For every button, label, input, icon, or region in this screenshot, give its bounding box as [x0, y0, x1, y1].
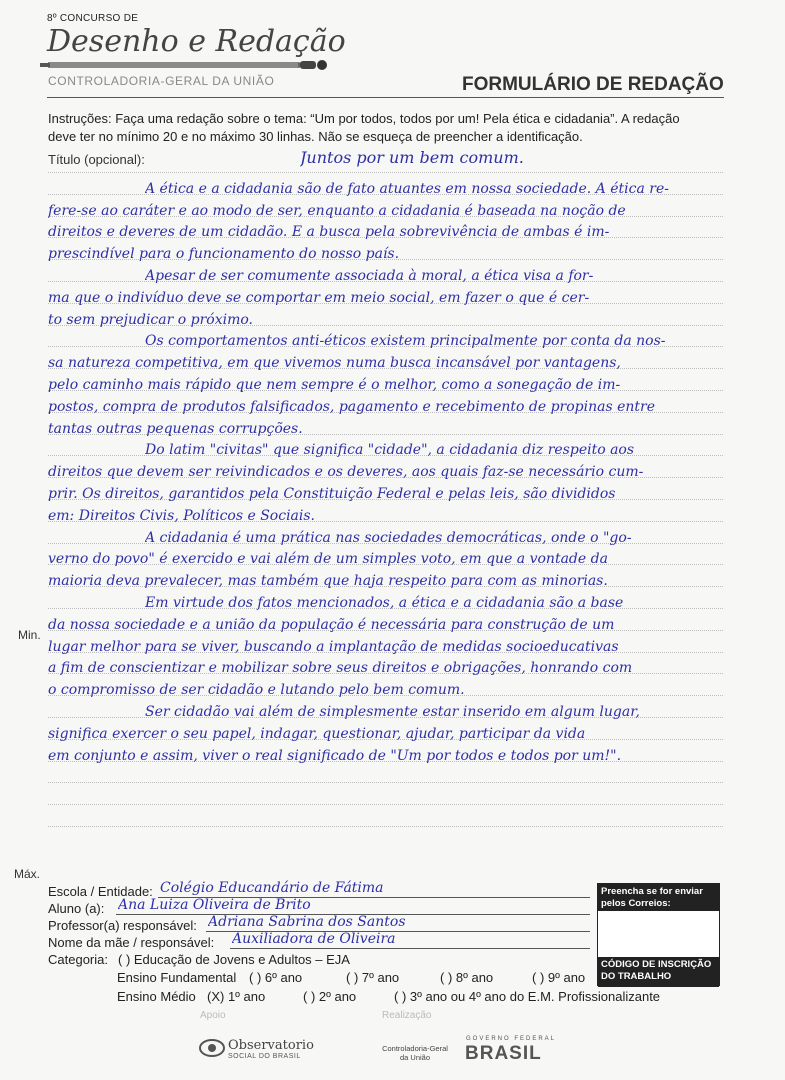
fundamental-9-checkbox[interactable]: ( ) 9º ano [532, 970, 586, 985]
instructions-line-2: deve ter no mínimo 20 e no máximo 30 linhas. Não se esqueça de preencher a identificação. [48, 129, 583, 144]
contest-edition: 8º CONCURSO DE [47, 13, 139, 24]
contest-logo-title: Desenho e Redação [47, 24, 346, 59]
fundamental-8-checkbox[interactable]: ( ) 8º ano [440, 970, 494, 985]
fundamental-7-checkbox[interactable]: ( ) 7º ano [346, 970, 400, 985]
student-label: Aluno (a): [48, 901, 105, 916]
teacher-value[interactable]: Adriana Sabrina dos Santos [208, 914, 406, 930]
ruled-line [48, 172, 723, 173]
essay-line: ma que o indivíduo deve se comportar em meio social, em fazer o que é cer- [48, 289, 590, 306]
essay-line: Apesar de ser comumente associada à moral, a ética visa a for- [145, 268, 594, 284]
header-divider [47, 97, 724, 98]
title-value[interactable]: Juntos por um bem comum. [300, 148, 524, 167]
essay-line: direitos e deveres de um cidadão. E a busca pela sobrevivência de ambas é im- [48, 224, 610, 241]
essay-line: pelo caminho mais rápido que nem sempre é o melhor, como a sonegação de im- [48, 377, 621, 393]
essay-line: to sem prejudicar o próximo. [48, 311, 254, 328]
mail-box [597, 883, 720, 986]
student-value[interactable]: Ana Luiza Oliveira de Brito [118, 897, 311, 913]
medio-3-checkbox[interactable]: ( ) 3º ano ou 4º ano do E.M. Profissionalizante [394, 989, 661, 1004]
essay-line: em conjunto e assim, viver o real significado de "Um por todos e todos por um!". [48, 747, 622, 764]
essay-line: maioria deva prevalecer, mas também que haja respeito para com as minorias. [48, 573, 608, 590]
mail-box-header: Preencha se for enviar pelos Correios: [598, 884, 719, 911]
essay-line: verno do povo" é exercido e vai além de um simples voto, em que a vontade da [48, 551, 608, 568]
category-label: Categoria: [48, 952, 108, 967]
essay-line: Do latim "civitas" que significa "cidade", a cidadania diz respeito aos [145, 442, 635, 459]
mother-value[interactable]: Auxiliadora de Oliveira [232, 931, 396, 947]
essay-line: Ser cidadão vai além de simplesmente estar inserido em algum lugar, [145, 704, 640, 720]
essay-line: sa natureza competitiva, em que vivemos numa busca incansável por vantagens, [48, 355, 621, 372]
teacher-label: Professor(a) responsável: [48, 918, 197, 933]
ruled-line [48, 782, 723, 783]
essay-line: Em virtude dos fatos mencionados, a ética e a cidadania são a base [145, 595, 624, 611]
essay-line: significa exercer o seu papel, indagar, questionar, ajudar, participar da vida [48, 725, 586, 742]
essay-line: a fim de conscientizar e mobilizar sobre seus direitos e obrigações, honrando com [48, 660, 633, 677]
observatorio-sub: SOCIAL DO BRASIL [228, 1053, 301, 1060]
essay-line: A cidadania é uma prática nas sociedades democráticas, onde o "go- [145, 529, 632, 546]
support-label: Apoio [200, 1010, 226, 1021]
essay-line: tantas outras pequenas corrupções. [48, 420, 303, 437]
essay-line: A ética e a cidadania são de fato atuantes em nossa sociedade. A ética re- [145, 180, 669, 197]
instructions-line-1: Instruções: Faça uma redação sobre o tema: “Um por todos, todos por um! Pela ética e cidadania”. A redação [48, 111, 680, 126]
gov-label: GOVERNO FEDERAL [466, 1036, 557, 1042]
mail-box-code-area[interactable] [598, 911, 719, 957]
title-label: Título (opcional): [48, 152, 145, 167]
essay-line: em: Direitos Civis, Políticos e Sociais. [48, 507, 316, 524]
mother-underline [230, 948, 590, 949]
min-label: Min. [18, 628, 41, 642]
observatorio-logo-icon [198, 1038, 226, 1063]
essay-line: lugar melhor para se viver, buscando a implantação de medidas socioeducativas [48, 638, 619, 655]
max-label: Máx. [14, 867, 41, 881]
essay-line: Os comportamentos anti-éticos existem principalmente por conta da nos- [145, 333, 666, 350]
medio-2-checkbox[interactable]: ( ) 2º ano [303, 989, 357, 1004]
observatorio-name: Observatorio [228, 1038, 314, 1053]
realization-label: Realização [382, 1010, 432, 1021]
org-subtitle: CONTROLADORIA-GERAL DA UNIÃO [48, 74, 275, 88]
ruled-line [48, 804, 723, 805]
school-label: Escola / Entidade: [48, 884, 153, 899]
cgu-logo-name: Controladoria-Geral da União [382, 1044, 448, 1062]
essay-line: o compromisso de ser cidadão e lutando pelo bem comum. [48, 682, 465, 699]
essay-line: prescindível para o funcionamento do nosso país. [48, 246, 400, 263]
mail-box-footer: CÓDIGO DE INSCRIÇÃO DO TRABALHO [598, 957, 719, 987]
mother-label: Nome da mãe / responsável: [48, 935, 215, 950]
eja-checkbox[interactable]: ( ) Educação de Jovens e Adultos – EJA [118, 952, 350, 967]
brasil-logo: BRASIL [465, 1043, 542, 1064]
medio-1-checkbox[interactable]: (X) 1º ano [207, 989, 266, 1004]
essay-line: postos, compra de produtos falsificados, pagamento e recebimento de propinas entre [48, 398, 656, 415]
medio-label: Ensino Médio [117, 989, 196, 1004]
essay-line: prir. Os direitos, garantidos pela Constituição Federal e pelas leis, são divididos [48, 486, 616, 502]
ruled-line [48, 826, 723, 827]
fundamental-6-checkbox[interactable]: ( ) 6º ano [249, 970, 303, 985]
school-value[interactable]: Colégio Educandário de Fátima [160, 880, 384, 896]
essay-line: fere-se ao caráter e ao modo de ser, enquanto a cidadania é baseada na noção de [48, 202, 626, 219]
fundamental-label: Ensino Fundamental [117, 970, 237, 985]
form-title: FORMULÁRIO DE REDAÇÃO [462, 74, 724, 95]
essay-line: da nossa sociedade e a união da população é necessária para construção de um [48, 616, 615, 633]
essay-line: direitos que devem ser reivindicados e os deveres, aos quais faz-se necessário cum- [48, 464, 644, 481]
